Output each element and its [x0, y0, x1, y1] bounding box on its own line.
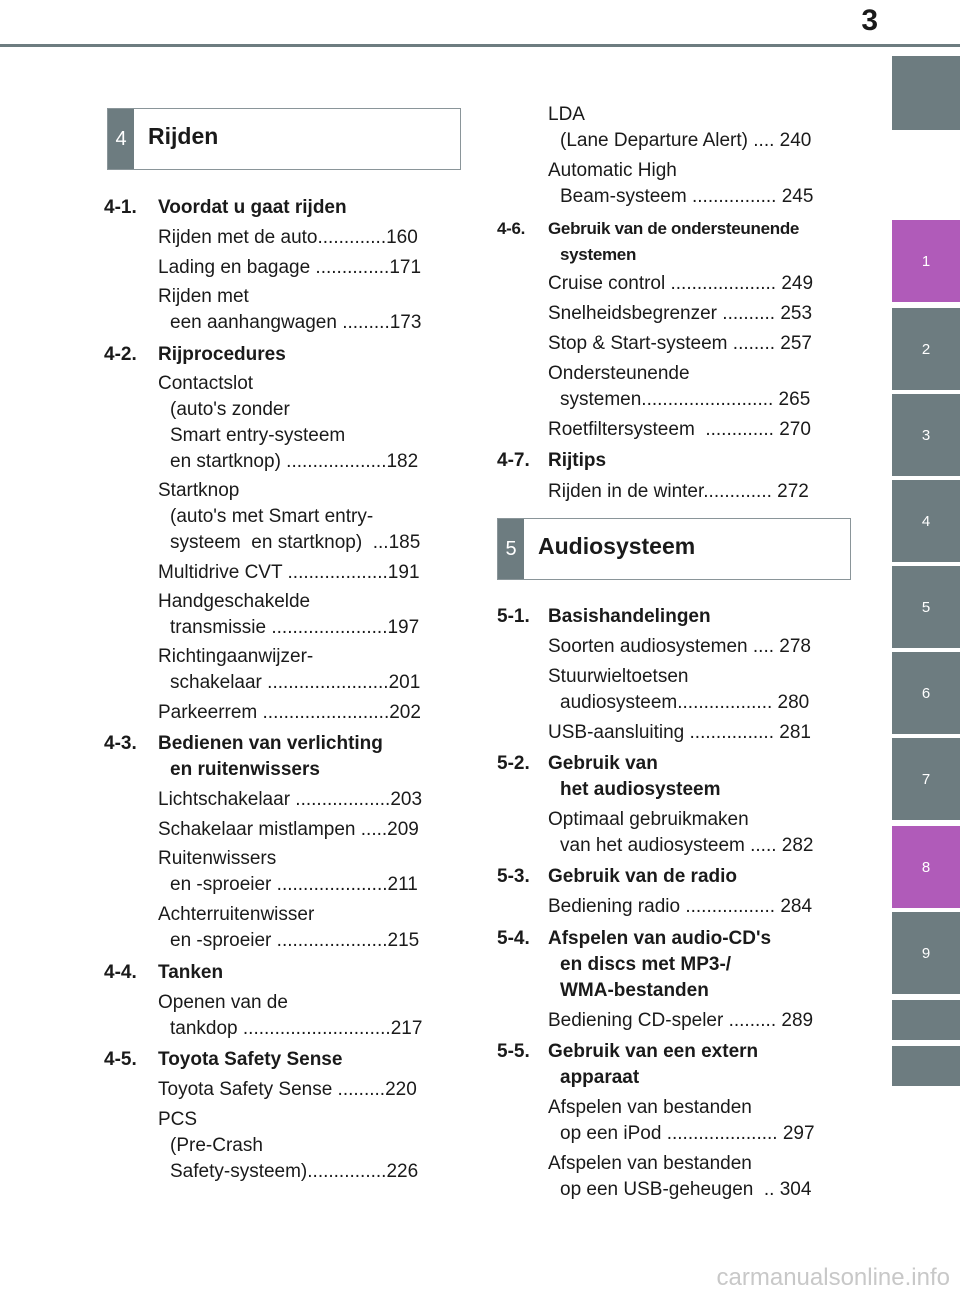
toc-entry[interactable]: Afspelen van bestanden — [548, 1097, 752, 1118]
toc-entry[interactable]: Achterruitenwisser — [158, 904, 315, 925]
toc-entry-cont[interactable]: schakelaar .......................201 — [170, 672, 421, 693]
section-header-audiosysteem — [497, 518, 851, 580]
subsection-title[interactable]: Basishandelingen — [548, 606, 711, 627]
toc-entry[interactable]: USB-aansluiting ................ 281 — [548, 722, 811, 743]
chapter-tab[interactable] — [892, 1046, 960, 1086]
chapter-tab-9[interactable]: 9 — [892, 912, 960, 994]
toc-entry-cont[interactable]: systeem en startknop) ...185 — [170, 532, 421, 553]
toc-entry[interactable]: Rijden met — [158, 286, 249, 307]
subsection-number: 4-7. — [497, 450, 530, 471]
header-rule — [0, 44, 960, 47]
subsection-title[interactable]: Voordat u gaat rijden — [158, 197, 347, 218]
chapter-tab-5[interactable]: 5 — [892, 566, 960, 648]
toc-entry[interactable]: Handgeschakelde — [158, 591, 311, 612]
toc-entry[interactable]: PCS — [158, 1109, 198, 1130]
chapter-tab-4[interactable]: 4 — [892, 480, 960, 562]
subsection-title[interactable]: Bedienen van verlichting — [158, 733, 383, 754]
toc-entry-cont[interactable]: en startknop) ...................182 — [170, 451, 419, 472]
toc-entry[interactable]: Cruise control .................... 249 — [548, 273, 814, 294]
toc-entry[interactable]: Afspelen van bestanden — [548, 1153, 752, 1174]
section-number: 4 — [108, 109, 134, 169]
subsection-title[interactable]: Gebruik van — [548, 753, 658, 774]
toc-entry-cont[interactable]: (Lane Departure Alert) .... 240 — [560, 130, 812, 151]
watermark: carmanualsonline.info — [716, 1264, 950, 1291]
section-title: Audiosysteem — [538, 533, 696, 559]
toc-entry-cont[interactable]: transmissie ......................197 — [170, 617, 420, 638]
toc-entry-cont[interactable]: en -sproeier .....................211 — [170, 874, 418, 895]
subsection-title[interactable]: Toyota Safety Sense — [158, 1049, 343, 1070]
toc-entry-cont[interactable]: audiosysteem.................. 280 — [560, 692, 810, 713]
subsection-number: 5-3. — [497, 866, 530, 887]
subsection-title[interactable]: Gebruik van een extern — [548, 1041, 759, 1062]
subsection-title[interactable]: Rijtips — [548, 450, 607, 471]
toc-entry[interactable]: Multidrive CVT ...................191 — [158, 562, 420, 583]
chapter-tab-6[interactable]: 6 — [892, 652, 960, 734]
toc-entry[interactable]: Lading en bagage ..............171 — [158, 257, 422, 278]
subsection-number: 5-2. — [497, 753, 530, 774]
chapter-tab-7[interactable]: 7 — [892, 738, 960, 820]
chapter-tab-1[interactable]: 1 — [892, 220, 960, 302]
subsection-number: 4-6. — [497, 219, 526, 238]
toc-entry-cont[interactable]: Beam-systeem ................ 245 — [560, 186, 814, 207]
subsection-title-cont[interactable]: en discs met MP3-/ — [560, 954, 732, 975]
toc-entry[interactable]: Richtingaanwijzer- — [158, 646, 314, 667]
subsection-number: 4-2. — [104, 344, 137, 365]
chapter-tab-8[interactable]: 8 — [892, 826, 960, 908]
toc-entry[interactable]: Startknop — [158, 480, 240, 501]
toc-entry-cont[interactable]: Smart entry-systeem — [170, 425, 346, 446]
subsection-number: 4-5. — [104, 1049, 137, 1070]
toc-entry-cont[interactable]: systemen......................... 265 — [560, 389, 811, 410]
toc-entry[interactable]: Ondersteunende — [548, 363, 690, 384]
subsection-number: 4-3. — [104, 733, 137, 754]
toc-entry-cont[interactable]: van het audiosysteem ..... 282 — [560, 835, 814, 856]
subsection-number: 4-1. — [104, 197, 137, 218]
subsection-title[interactable]: Afspelen van audio-CD's — [548, 928, 772, 949]
subsection-number: 5-5. — [497, 1041, 530, 1062]
toc-entry[interactable]: Bediening CD-speler ......... 289 — [548, 1010, 814, 1031]
subsection-number: 4-4. — [104, 962, 137, 983]
toc-entry[interactable]: Stop & Start-systeem ........ 257 — [548, 333, 812, 354]
chapter-tab[interactable] — [892, 56, 960, 130]
chapter-tab[interactable] — [892, 1000, 960, 1040]
toc-entry-cont[interactable]: op een USB-geheugen .. 304 — [560, 1179, 812, 1200]
toc-entry-cont[interactable]: op een iPod ..................... 297 — [560, 1123, 815, 1144]
toc-entry-cont[interactable]: een aanhangwagen .........173 — [170, 312, 422, 333]
toc-entry[interactable]: Roetfiltersysteem ............. 270 — [548, 419, 811, 440]
section-number: 5 — [498, 519, 524, 579]
toc-entry[interactable]: Snelheidsbegrenzer .......... 253 — [548, 303, 813, 324]
subsection-title-cont[interactable]: en ruitenwissers — [170, 759, 320, 780]
toc-entry[interactable]: Schakelaar mistlampen .....209 — [158, 819, 419, 840]
toc-entry[interactable]: Soorten audiosystemen .... 278 — [548, 636, 811, 657]
subsection-number: 5-4. — [497, 928, 530, 949]
section-title: Rijden — [148, 123, 219, 149]
toc-entry[interactable]: Automatic High — [548, 160, 677, 181]
subsection-title[interactable]: Tanken — [158, 962, 224, 983]
chapter-tab-2[interactable]: 2 — [892, 308, 960, 390]
subsection-title-cont[interactable]: systemen — [560, 245, 637, 264]
toc-entry[interactable]: Contactslot — [158, 373, 254, 394]
subsection-title-cont[interactable]: apparaat — [560, 1067, 640, 1088]
toc-entry-cont[interactable]: (Pre-Crash — [170, 1135, 263, 1156]
subsection-number: 5-1. — [497, 606, 530, 627]
subsection-title-cont[interactable]: WMA-bestanden — [560, 980, 709, 1001]
toc-entry[interactable]: Stuurwieltoetsen — [548, 666, 689, 687]
subsection-title[interactable]: Gebruik van de ondersteunende — [548, 219, 800, 238]
toc-entry[interactable]: Rijden met de auto.............160 — [158, 227, 418, 248]
toc-entry-cont[interactable]: (auto's met Smart entry- — [170, 506, 374, 527]
chapter-tab-3[interactable]: 3 — [892, 394, 960, 476]
subsection-title[interactable]: Rijprocedures — [158, 344, 286, 365]
section-header-rijden — [107, 108, 461, 170]
subsection-title[interactable]: Gebruik van de radio — [548, 866, 737, 887]
subsection-title-cont[interactable]: het audiosysteem — [560, 779, 721, 800]
toc-entry[interactable]: LDA — [548, 104, 585, 125]
toc-entry[interactable]: Ruitenwissers — [158, 848, 277, 869]
page-number: 3 — [861, 4, 878, 37]
toc-entry[interactable]: Parkeerrem ........................202 — [158, 702, 421, 723]
toc-entry-cont[interactable]: en -sproeier .....................215 — [170, 930, 420, 951]
toc-entry[interactable]: Openen van de — [158, 992, 288, 1013]
toc-entry[interactable]: Toyota Safety Sense .........220 — [158, 1079, 417, 1100]
toc-entry[interactable]: Rijden in de winter............. 272 — [548, 481, 809, 502]
toc-entry[interactable]: Bediening radio ................. 284 — [548, 896, 813, 917]
toc-entry-cont[interactable]: (auto's zonder — [170, 399, 290, 420]
toc-entry-cont[interactable]: Safety-systeem)...............226 — [170, 1161, 419, 1182]
toc-entry[interactable]: Optimaal gebruikmaken — [548, 809, 749, 830]
toc-entry[interactable]: Lichtschakelaar ..................203 — [158, 789, 423, 810]
toc-entry-cont[interactable]: tankdop ............................217 — [170, 1018, 423, 1039]
